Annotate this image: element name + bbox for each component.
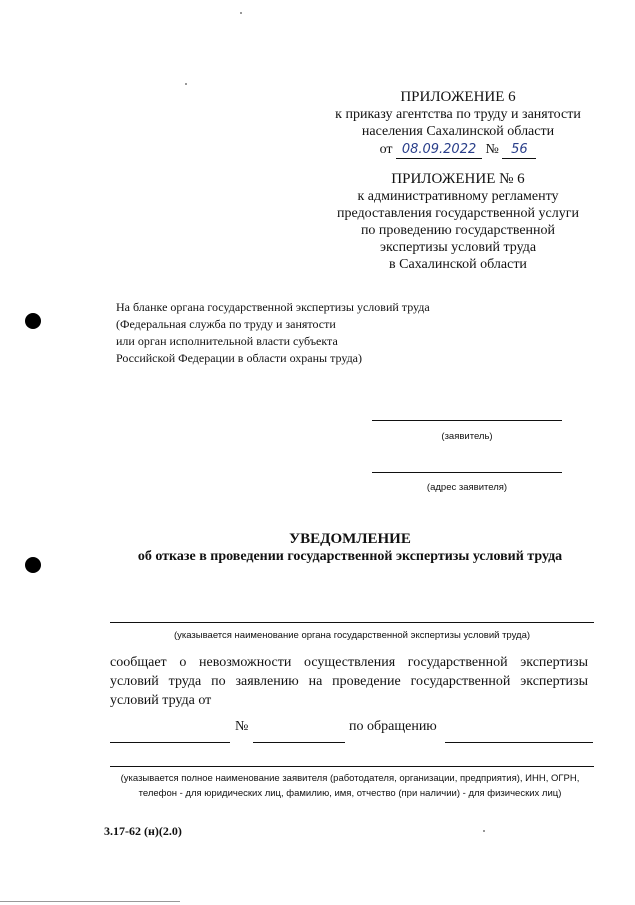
appendix-regulation-line: в Сахалинской области xyxy=(389,257,527,272)
body-line1: сообщает о невозможности осуществления государственной экспертизы xyxy=(110,655,588,670)
date-field-line xyxy=(110,742,230,743)
appendix-order-block xyxy=(318,89,598,159)
notice-title: УВЕДОМЛЕНИЕ xyxy=(289,531,411,547)
applicant-caption: (заявитель) xyxy=(441,431,493,442)
appeal-field-line xyxy=(445,742,593,743)
body-line2: условий труда по заявлению на проведение государственной экспертизы xyxy=(110,674,588,689)
handwritten-date: 08.09.2022 xyxy=(396,141,482,159)
appendix-order-heading: ПРИЛОЖЕНИЕ 6 xyxy=(400,89,516,105)
appendix-regulation-line: экспертизы условий труда xyxy=(379,240,537,255)
appendix-order-date-row xyxy=(318,141,598,159)
number-label: № xyxy=(235,719,249,734)
appendix-regulation-line: по проведению государственной xyxy=(360,223,556,238)
applicant-full-caption-line1: (указывается полное наименование заявителя (работодателя, организации, предприятия), ИНН, ОГРН, xyxy=(120,773,580,784)
date-prefix: от xyxy=(379,142,393,157)
appeal-label: по обращению xyxy=(349,719,437,734)
authority-caption: (указывается наименование органа государственной экспертизы условий труда) xyxy=(173,630,531,641)
form-code: 3.17-62 (н)(2.0) xyxy=(104,824,182,838)
appendix-regulation-block xyxy=(318,170,598,273)
appendix-order-line2: населения Сахалинской области xyxy=(361,124,555,139)
number-prefix: № xyxy=(485,142,499,157)
scan-edge-line xyxy=(0,901,180,902)
scan-speck xyxy=(483,830,485,832)
applicant-full-caption-line2: телефон - для юридических лиц, фамилию, имя, отчество (при наличии) - для физических лиц) xyxy=(138,788,562,799)
applicant-address-line xyxy=(372,472,562,473)
notice-subtitle: об отказе в проведении государственной экспертизы условий труда xyxy=(137,549,563,564)
letterhead-note xyxy=(116,299,430,367)
punch-hole-top xyxy=(25,313,41,329)
appendix-regulation-line: предоставления государственной услуги xyxy=(337,206,579,221)
number-field-line xyxy=(253,742,345,743)
scan-speck xyxy=(185,83,187,85)
notice-body xyxy=(110,653,588,710)
letterhead-line: Российской Федерации в области охраны труда) xyxy=(116,351,363,365)
letterhead-line: (Федеральная служба по труду и занятости xyxy=(116,317,336,331)
letterhead-line: На бланке органа государственной экспертизы условий труда xyxy=(116,300,430,314)
applicant-full-line xyxy=(110,766,594,767)
scan-speck xyxy=(240,12,242,14)
authority-line xyxy=(110,622,594,623)
appendix-order-line1: к приказу агентства по труду и занятости xyxy=(335,107,581,122)
body-line3: условий труда от xyxy=(110,693,212,708)
applicant-line xyxy=(372,420,562,421)
applicant-full-caption xyxy=(90,771,610,801)
letterhead-line: или орган исполнительной власти субъекта xyxy=(116,334,338,348)
applicant-address-caption: (адрес заявителя) xyxy=(426,482,508,493)
appendix-regulation-line: к административному регламенту xyxy=(357,189,559,204)
appendix-regulation-heading: ПРИЛОЖЕНИЕ № 6 xyxy=(391,171,525,187)
handwritten-number: 56 xyxy=(502,141,536,159)
